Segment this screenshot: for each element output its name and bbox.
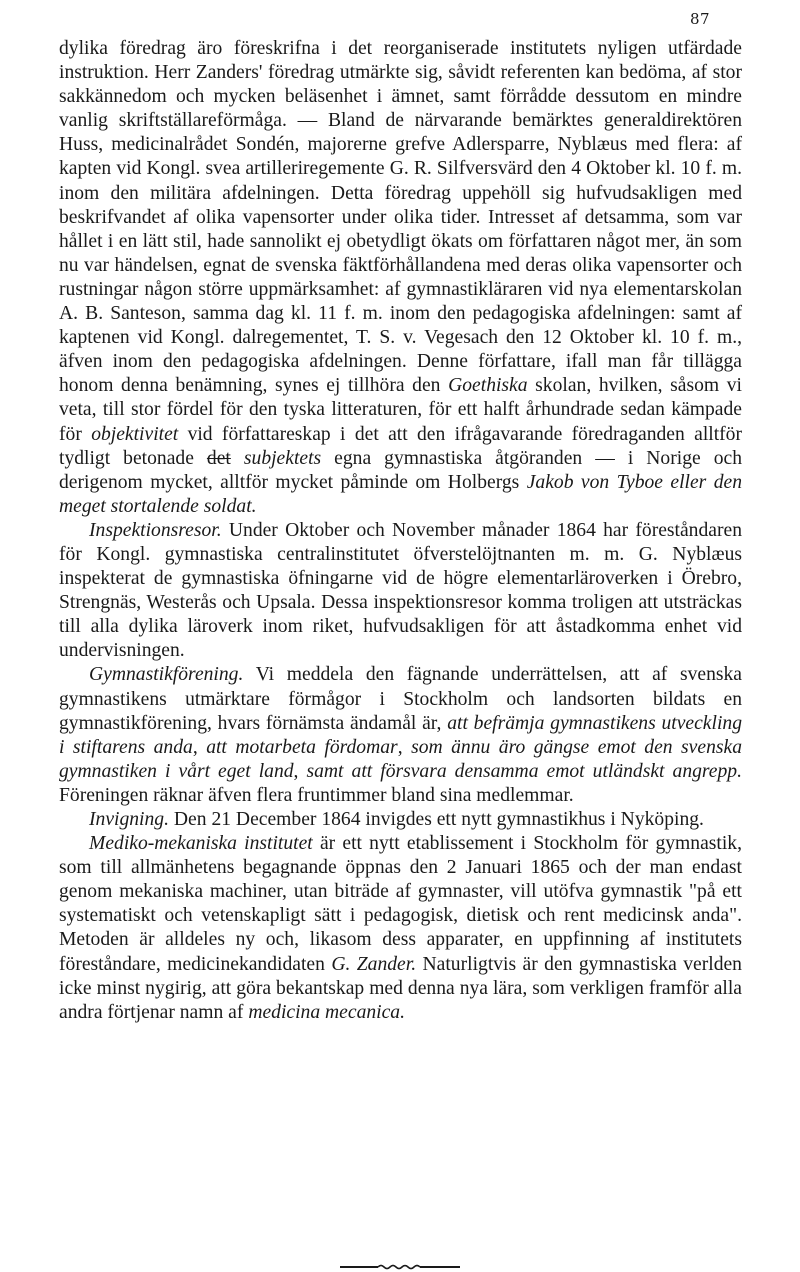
gymnastikforening-italic-3: som ännu äro gängse emot den svenska gymnastiken i vårt eget land bbox=[59, 736, 742, 782]
mediko-text-1: är ett nytt etablissement i Stockholm för gymnastik, som till allmänhetens begagnande öppnas den 2 Januari 1865 och der man endast genom mekaniska machiner, utan biträde af gymnaster, vill utöfva gymnastik "på ett systematiskt och vetenskapligt sätt i pedagogisk, dietisk och rent medicinsk anda". Metoden är alldeles ny och, likasom dess apparater, en uppfinning af institutets föreståndare, medicinekandidaten bbox=[59, 833, 742, 975]
lectures-italic-holberg-title: Jakob von Tyboe eller den meget stortalende soldat. bbox=[59, 471, 743, 517]
gymnastikforening-sep-2: , bbox=[397, 736, 412, 758]
lectures-italic-goethiska: Goethiska bbox=[448, 375, 528, 397]
gymnastikforening-italic-4: samt att försvara densamma emot utländskt angrepp. bbox=[306, 760, 742, 782]
paragraph-inspektionsresor bbox=[59, 519, 742, 664]
invigning-text: Den 21 December 1864 invigdes ett nytt gymnastikhus i Nyköping. bbox=[169, 809, 704, 830]
gymnastikforening-italic-2: att motarbeta fördomar bbox=[206, 736, 398, 758]
lectures-text-2: skolan, hvilken, såsom vi veta, till stor fördel för den tyska litteraturen, för ett halft århundrade sedan kämpade för bbox=[59, 375, 743, 445]
gymnastikforening-sep-3: , bbox=[293, 760, 307, 782]
paragraph-invigning bbox=[59, 808, 742, 832]
paragraph-mediko-mekaniska bbox=[59, 832, 742, 1025]
gymnastikforening-sep-1: , bbox=[192, 736, 207, 758]
lectures-text-3: vid författareskap i det att den ifrågavarande föredraganden alltför tydligt betonade bbox=[59, 423, 743, 469]
mediko-italic-zander: G. Zander. bbox=[331, 953, 417, 975]
body-text bbox=[59, 37, 742, 1025]
gymnastikforening-text-1: Vi meddela den fägnande underrättelsen, att af svenska gymnastikens utmärktare förmågor i Stockholm och landsorten bildats en gymnastikförening, hvars förnämsta ändamål är, bbox=[59, 664, 742, 734]
lectures-italic-objektivitet: objektivitet bbox=[91, 423, 179, 445]
page-number: 87 bbox=[690, 10, 711, 28]
heading-gymnastikforening: Gymnastikförening. bbox=[89, 664, 244, 686]
heading-invigning: Invigning. bbox=[89, 809, 169, 830]
lectures-struck-det: det bbox=[206, 447, 231, 469]
paragraph-gymnastikforening bbox=[59, 663, 742, 808]
lectures-text-1: dylika föredrag äro föreskrifna i det reorganiserade institutets nyligen utfärdade instruktion. Herr Zanders' föredrag utmärkte sig, såvidt referenten kan bedöma, af stor sakkännedom och mycken beläsenhet i ämnet, samt förrådde dessutom en mindre vanlig skriftställareförmåga. — Bland de närvarande bemärktes generaldirektören Huss, medicinalrådet Sondén, majorerne grefve Adlersparre, Nyblæus med flera: af kapten vid Kongl. svea artilleriregemente G. R. Silfversvärd den 4 Oktober kl. 10 f. m. inom den militära afdelningen. Detta föredrag uppehöll sig hufvudsakligen med beskrifvandet af olika vapensorter under olika tider. Intresset af detsamma, som var hållet i en lätt stil, hade sannolikt ej obetydligt ökats om författaren något mer, än som nu var händelsen, egnat de svenska fäktförhållandena med deras olika vapensorter och rustningar någon större uppmärksamhet: af gymnastikläraren vid nya elementarskolan A. B. Santeson, samma dag kl. 11 f. m. inom den pedagogiska afdelningen: samt af kaptenen vid Kongl. dalregementet, T. S. v. Vegesach den 12 Oktober kl. 10 f. m., äfven inom den pedagogiska afdelningen. Denne författare, ifall man får tillägga honom denna benämning, synes ej tillhöra den bbox=[59, 38, 742, 397]
lectures-text-4: egna gymnastiska åtgöranden — i Norige och derigenom mycket, alltför mycket påminde om Holbergs bbox=[59, 447, 743, 493]
lectures-italic-subjektets: subjektets bbox=[243, 447, 322, 469]
paragraph-lectures bbox=[59, 37, 742, 519]
inspektionsresor-text: Under Oktober och November månader 1864 har föreståndaren för Kongl. gymnastiska centralinstitutet öfverstelöjtnanten m. m. G. Nyblæus inspekterat de gymnastiska öfningarne vid de högre elementarläroverken i Örebro, Strengnäs, Westerås och Upsala. Dessa inspektionsresor komma troligen att utsträckas till alla dylika läroverk inom riket, hufvudsakligen för att åstadkomma enhet vid undervisningen. bbox=[59, 519, 742, 662]
gymnastikforening-italic-1: att befrämja gymnastikens utveckling i stiftarens anda bbox=[59, 712, 742, 758]
mediko-text-2: Naturligtvis är den gymnastiska verlden icke minst nygirig, att göra bekantskap med denna nya lära, som verkligen framför alla andra förtjenar namn af bbox=[59, 953, 742, 1023]
mediko-italic-medicina: medicina mecanica. bbox=[248, 1001, 406, 1023]
gymnastikforening-text-2: Föreningen räknar äfven flera fruntimmer bland sina medlemmar. bbox=[59, 784, 574, 806]
heading-inspektionsresor: Inspektionsresor. bbox=[89, 519, 222, 541]
ornamental-rule-icon bbox=[340, 1264, 460, 1270]
lectures-space bbox=[231, 448, 244, 469]
heading-mediko-mekaniska: Mediko-mekaniska institutet bbox=[89, 833, 313, 855]
